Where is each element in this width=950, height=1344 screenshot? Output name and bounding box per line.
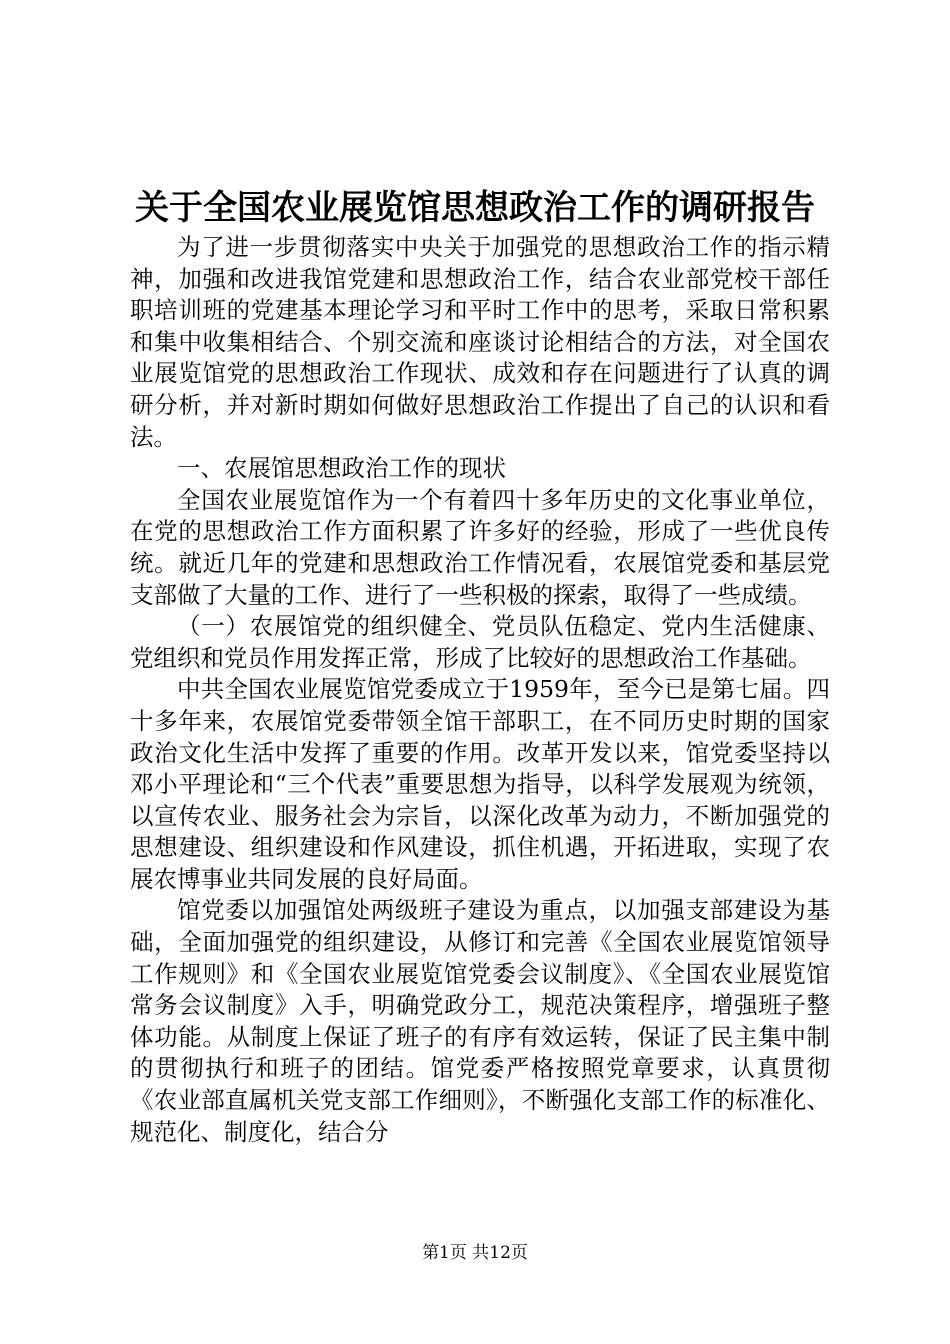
paragraph-history: 中共全国农业展览馆党委成立于1959年，至今已是第七届。四十多年来，农展馆党委带领全馆干部职工，在不同历史时期的国家政治文化生活中发挥了重要的作用。改革开发以来，馆党委坚持以邓小平理论和“三个代表”重要思想为指导，以科学发展观为统领，以宣传农业、服务社会为宗旨，以深化改革为动力，不断加强党的思想建设、组织建设和作风建设，抓住机遇，开拓进取，实现了农展农博事业共同发展的良好局面。 bbox=[130, 675, 830, 893]
subsection-heading-1: （一）农展馆党的组织健全、党员队伍稳定、党内生活健康、党组织和党员作用发挥正常，形成了比较好的思想政治工作基础。 bbox=[130, 612, 830, 672]
document-body bbox=[130, 232, 830, 1148]
paragraph-status: 全国农业展览馆作为一个有着四十多年历史的文化事业单位，在党的思想政治工作方面积累了许多好的经验，形成了一些优良传统。就近几年的党建和思想政治工作情况看，农展馆党委和基层党支部做了大量的工作、进行了一些积极的探索，取得了一些成绩。 bbox=[130, 485, 830, 609]
paragraph-intro: 为了进一步贯彻落实中央关于加强党的思想政治工作的指示精神，加强和改进我馆党建和思想政治工作，结合农业部党校干部任职培训班的党建基本理论学习和平时工作中的思考，采取日常积累和集中收集相结合、个别交流和座谈讨论相结合的方法，对全国农业展览馆党的思想政治工作现状、成效和存在问题进行了认真的调研分析，并对新时期如何做好思想政治工作提出了自己的认识和看法。 bbox=[130, 233, 830, 451]
page-number-footer: 第1页 共12页 bbox=[422, 1243, 528, 1263]
section-heading-1: 一、农展馆思想政治工作的现状 bbox=[177, 454, 506, 483]
document-title: 关于全国农业展览馆思想政治工作的调研报告 bbox=[135, 188, 815, 228]
paragraph-organization: 馆党委以加强馆处两级班子建设为重点，以加强支部建设为基础，全面加强党的组织建设，从修订和完善《全国农业展览馆领导工作规则》和《全国农业展览馆党委会议制度》、《全国农业展览馆常务会议制度》入手，明确党政分工，规范决策程序，增强班子整体功能。从制度上保证了班子的有序有效运转，保证了民主集中制的贯彻执行和班子的团结。馆党委严格按照党章要求，认真贯彻《农业部直属机关党支部工作细则》，不断强化支部工作的标准化、规范化、制度化，结合分 bbox=[130, 896, 830, 1146]
